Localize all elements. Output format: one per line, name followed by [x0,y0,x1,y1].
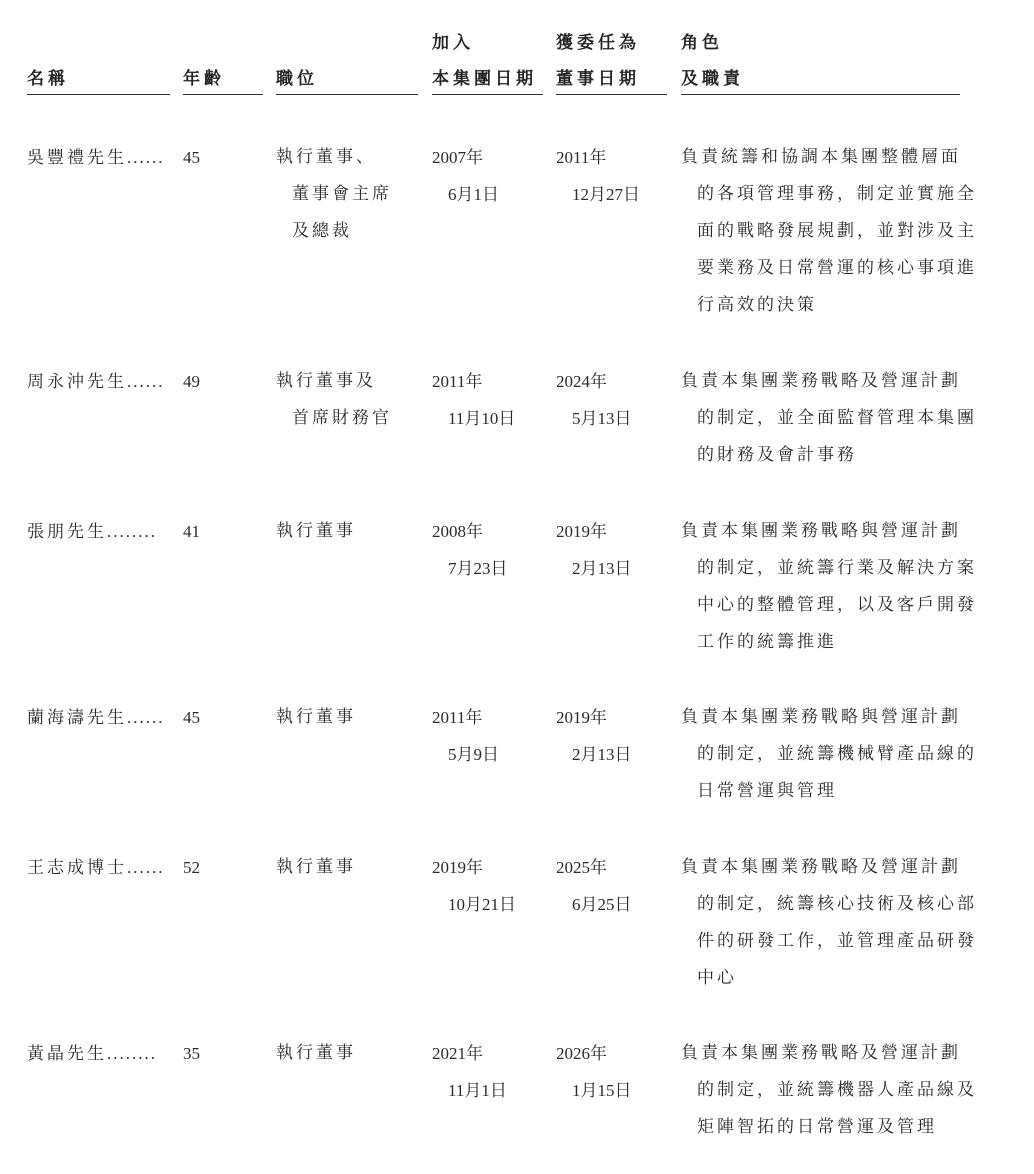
appointment-year: 2011年 [556,148,607,167]
director-age: 52 [183,858,200,877]
appointment-date [556,1035,668,1109]
director-name-cell [27,139,177,177]
director-age: 35 [183,1044,200,1063]
role-line: 日常營運與管理 [697,781,837,801]
leader-dots: ........ [107,1044,157,1063]
header-age [183,24,263,95]
role-line: 負責本集團業務戰略與營運計劃 [681,521,961,541]
join-year: 2008年 [432,522,483,541]
join-date [432,139,544,213]
role-line: 的制定，統籌核心技術及核心部 [697,894,977,914]
join-month-day: 5月9日 [448,745,499,764]
join-year: 2007年 [432,148,483,167]
appointment-month-day: 2月13日 [572,559,632,578]
director-name: 張朋先生 [27,522,107,542]
header-age-line2: 年齡 [183,69,225,89]
role-description [681,139,977,324]
header-name [27,24,170,95]
role-line: 的財務及會計事務 [697,445,857,465]
header-role-line1: 角色 [681,33,723,53]
director-position [276,139,421,250]
director-name: 吳豐禮先生 [27,148,127,168]
role-line: 矩陣智拓的日常營運及管理 [697,1117,937,1137]
director-age: 41 [183,522,200,541]
director-name: 周永沖先生 [27,372,127,392]
director-position [276,363,421,437]
role-line: 的制定，並全面監督管理本集團 [697,408,977,428]
director-position [276,699,421,736]
join-date [432,699,544,773]
appointment-month-day: 6月25日 [572,895,632,914]
header-join-date [432,24,543,95]
position-line: 首席財務官 [292,408,392,428]
join-date [432,513,544,587]
role-description [681,849,977,997]
director-position [276,1035,421,1072]
director-age: 45 [183,148,200,167]
join-date [432,849,544,923]
role-line: 中心的整體管理，以及客戶開發 [697,595,977,615]
director-name: 黃晶先生 [27,1044,107,1064]
role-line: 的制定，並統籌機器人產品線及 [697,1080,977,1100]
header-appointment-date [556,24,667,95]
leader-dots: ...... [127,858,165,877]
leader-dots: ........ [107,522,157,541]
appointment-year: 2025年 [556,858,607,877]
appointment-month-day: 5月13日 [572,409,632,428]
header-role-line2: 及職責 [681,69,744,89]
role-description [681,513,977,661]
role-line: 的各項管理事務，制定並實施全 [697,184,977,204]
header-appointment-date-line1: 獲委任為 [556,33,640,53]
appointment-date [556,849,668,923]
role-line: 負責本集團業務戰略及營運計劃 [681,857,961,877]
role-line: 負責統籌和協調本集團整體層面 [681,147,961,167]
director-age: 49 [183,372,200,391]
role-line: 行高效的決策 [697,295,817,315]
appointment-date [556,513,668,587]
role-description [681,699,977,810]
appointment-year: 2019年 [556,708,607,727]
director-position [276,849,421,886]
appointment-month-day: 1月15日 [572,1081,632,1100]
join-month-day: 7月23日 [448,559,508,578]
position-line: 執行董事 [276,1043,356,1063]
leader-dots: ...... [127,148,165,167]
appointment-month-day: 2月13日 [572,745,632,764]
appointment-year: 2024年 [556,372,607,391]
role-description [681,363,977,474]
director-position [276,513,421,550]
role-line: 的制定，並統籌行業及解決方案 [697,558,977,578]
appointment-year: 2026年 [556,1044,607,1063]
join-month-day: 11月10日 [448,409,516,428]
director-name: 王志成博士 [27,858,127,878]
appointment-date [556,363,668,437]
director-name-cell [27,513,177,551]
join-year: 2011年 [432,708,483,727]
join-year: 2011年 [432,372,483,391]
director-name: 蘭海濤先生 [27,708,127,728]
role-line: 中心 [697,968,737,988]
position-line: 執行董事 [276,707,356,727]
role-line: 件的研發工作，並管理產品研發 [697,931,977,951]
appointment-month-day: 12月27日 [572,185,640,204]
join-month-day: 10月21日 [448,895,516,914]
role-line: 的制定，並統籌機械臂產品線的 [697,744,977,764]
director-name-cell [27,363,177,401]
header-name-line2: 名稱 [27,69,69,89]
appointment-date [556,139,668,213]
role-line: 負責本集團業務戰略及營運計劃 [681,1043,961,1063]
position-line: 執行董事、 [276,147,376,167]
position-line: 執行董事 [276,521,356,541]
join-date [432,363,544,437]
header-appointment-date-line2: 董事日期 [556,69,640,89]
position-line: 及總裁 [292,221,352,241]
director-name-cell [27,849,177,887]
role-line: 工作的統籌推進 [697,632,837,652]
role-description [681,1035,977,1146]
role-line: 負責本集團業務戰略及營運計劃 [681,371,961,391]
position-line: 執行董事及 [276,371,376,391]
join-year: 2019年 [432,858,483,877]
header-role [681,24,960,95]
header-join-date-line2: 本集團日期 [432,69,537,89]
position-line: 董事會主席 [292,184,392,204]
join-date [432,1035,544,1109]
appointment-year: 2019年 [556,522,607,541]
header-position [276,24,418,95]
position-line: 執行董事 [276,857,356,877]
role-line: 面的戰略發展規劃，並對涉及主 [697,221,977,241]
leader-dots: ...... [127,372,165,391]
role-line: 負責本集團業務戰略與營運計劃 [681,707,961,727]
join-year: 2021年 [432,1044,483,1063]
director-name-cell [27,1035,177,1073]
director-age: 45 [183,708,200,727]
director-name-cell [27,699,177,737]
header-position-line2: 職位 [276,69,318,89]
leader-dots: ...... [127,708,165,727]
join-month-day: 11月1日 [448,1081,507,1100]
header-join-date-line1: 加入 [432,33,474,53]
appointment-date [556,699,668,773]
join-month-day: 6月1日 [448,185,499,204]
role-line: 要業務及日常營運的核心事項進 [697,258,977,278]
